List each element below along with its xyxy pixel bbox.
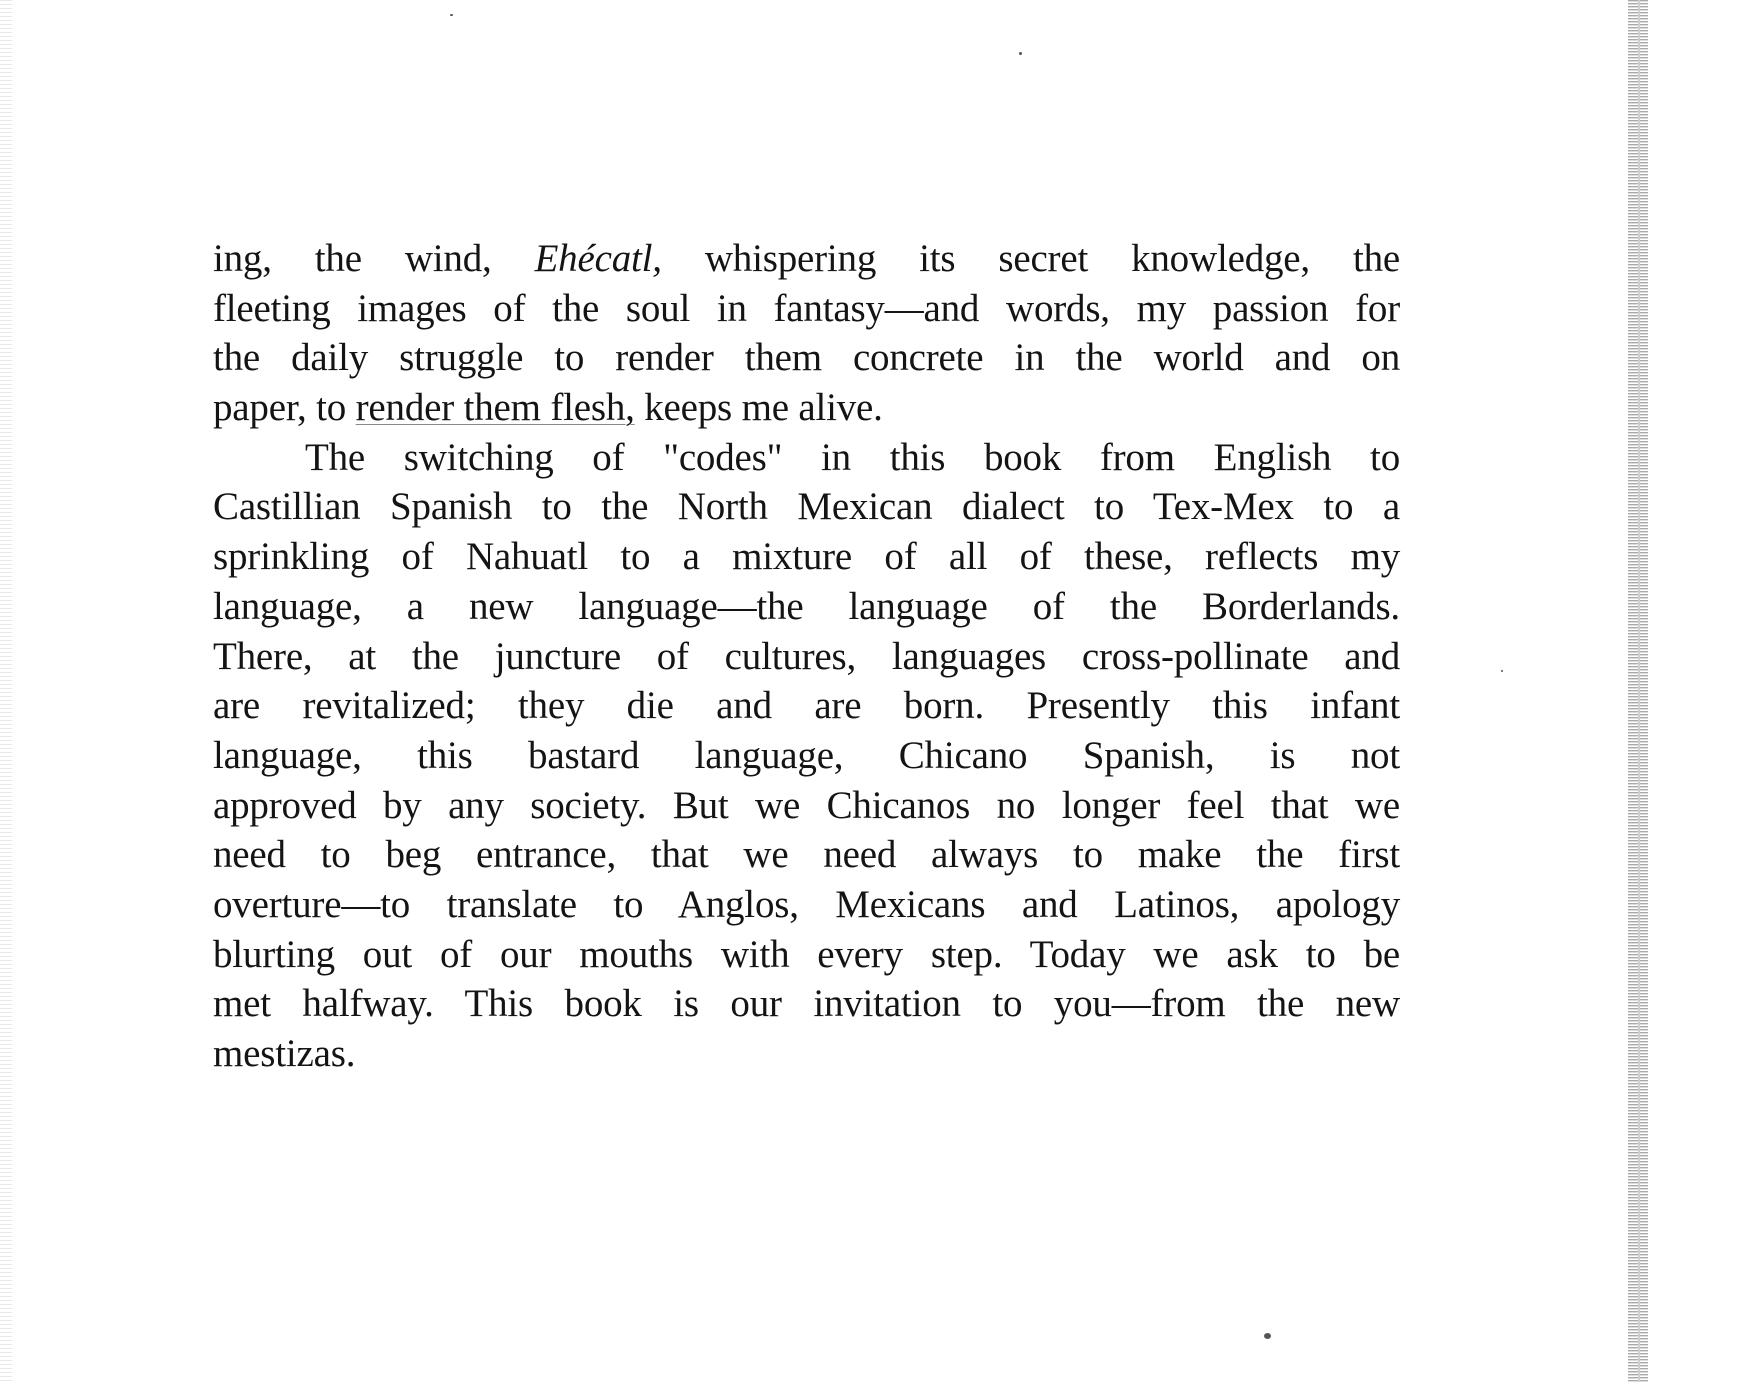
text-line: There, at the juncture of cultures, languages cross-pollinate and [213,634,1400,678]
text-run: keeps me alive. [634,386,883,430]
scan-speck [1264,1333,1271,1339]
text-line: the daily struggle to render them concrete in the world and on [213,336,1400,380]
text-line: approved by any society. But we Chicanos no longer feel that we [213,783,1400,827]
text-line [213,383,1400,433]
text-line: fleeting images of the soul in fantasy—and words, my passion for [213,286,1400,330]
text-line [213,234,1400,284]
scan-speck [450,14,453,16]
scan-speck [1019,52,1022,55]
italic-word: Ehécatl, [534,237,662,280]
text-run: whispering its secret knowledge, the [661,237,1400,280]
text-line: met halfway. This book is our invitation to you—from the new [213,982,1400,1026]
text-line: language, this bastard language, Chicano Spanish, is not [213,733,1400,777]
text-line: The switching of "codes" in this book from English to [305,435,1400,479]
text-line: sprinkling of Nahuatl to a mixture of all of these, reflects my [213,535,1400,579]
text-line: overture—to translate to Anglos, Mexicans and Latinos, apology [213,882,1400,926]
text-run: ing, the wind, [213,237,535,280]
text-line: Castillian Spanish to the North Mexican dialect to Tex-Mex to a [213,485,1400,529]
scan-speck [1501,670,1503,672]
scan-right-edge-line [1638,0,1640,1382]
text-line: blurting out of our mouths with every step. Today we ask to be [213,932,1400,976]
underlined-phrase: render them flesh, [355,386,635,430]
text-line: language, a new language—the language of the Borderlands. [213,584,1400,628]
text-line: need to beg entrance, that we need always to make the first [213,833,1400,877]
text-run: paper, to [213,386,356,430]
text-line: mestizas. [213,1032,356,1075]
body-text [213,234,1400,1079]
scan-left-edge [0,0,12,1382]
text-line: are revitalized; they die and are born. Presently this infant [213,684,1400,728]
